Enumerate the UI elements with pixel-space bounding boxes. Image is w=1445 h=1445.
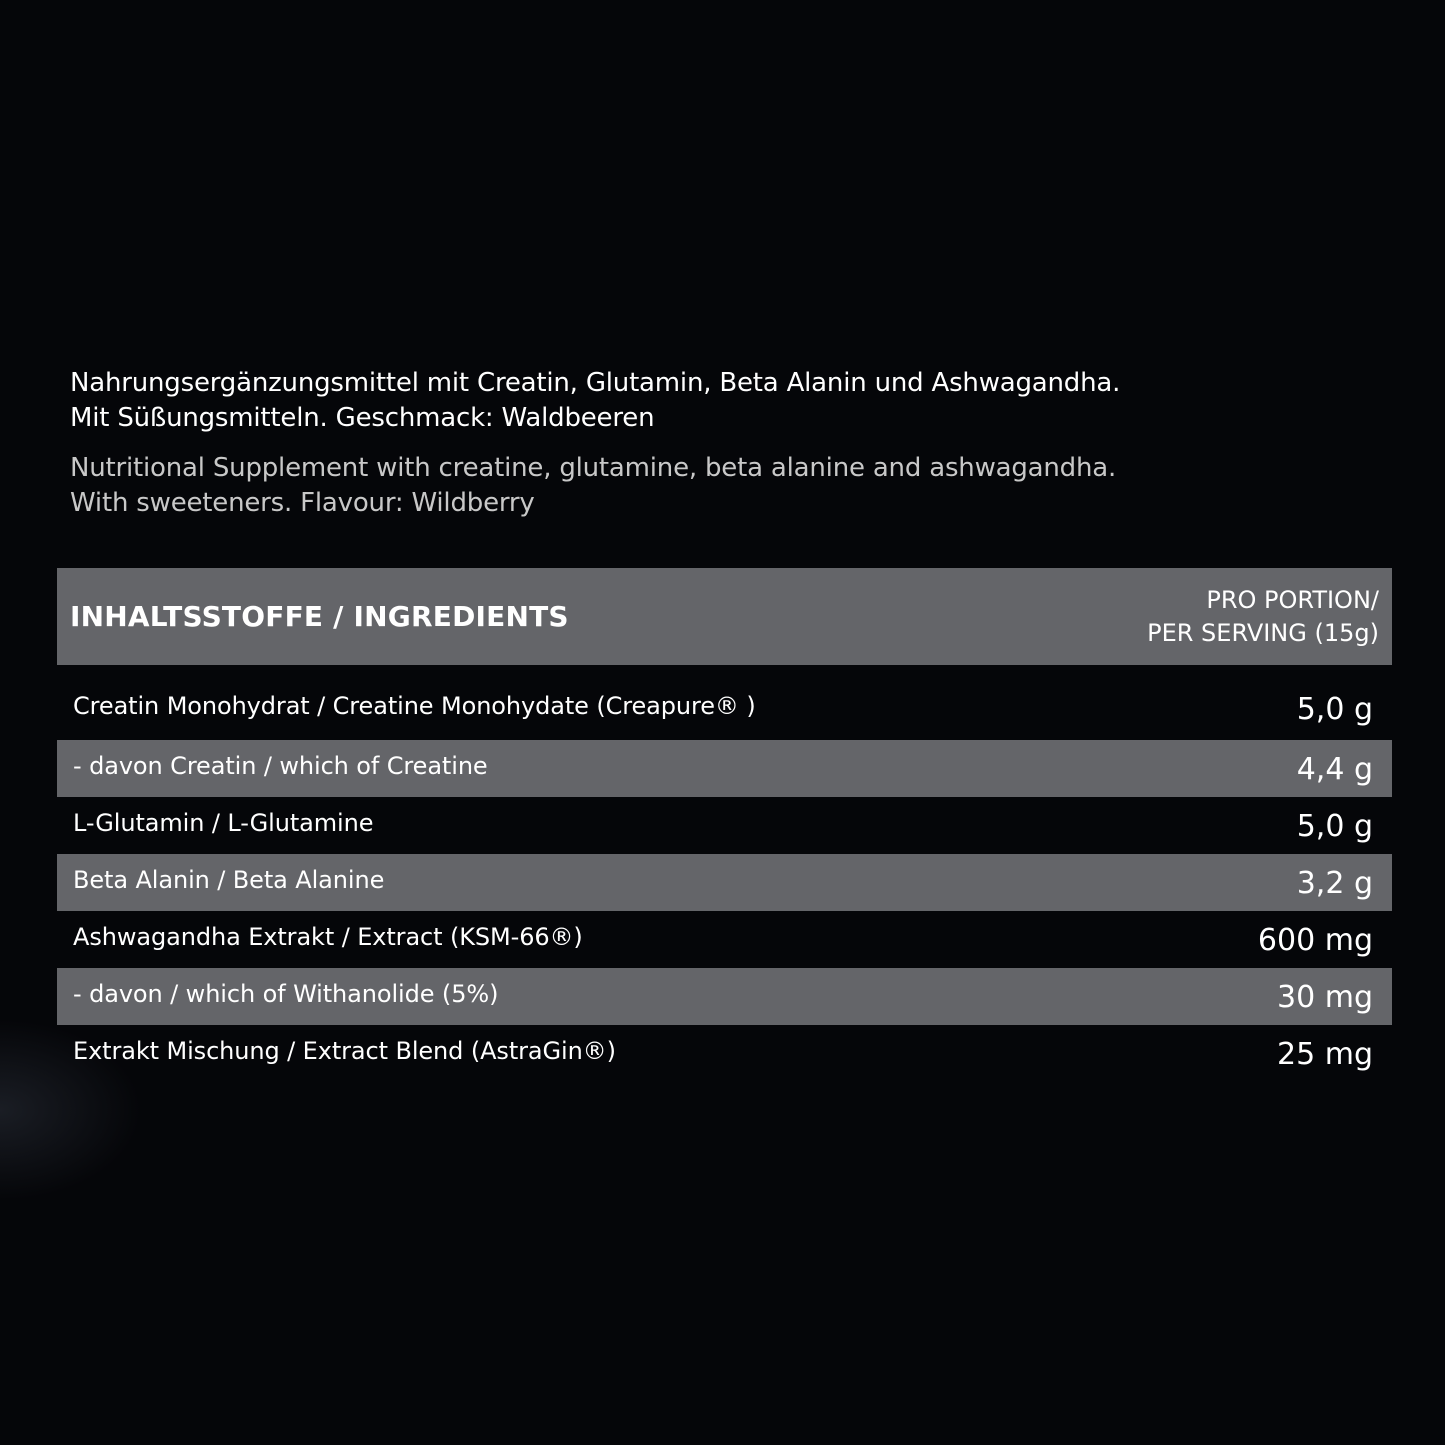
ingredient-value: 5,0 g	[1296, 692, 1373, 727]
header-spacer	[57, 665, 1392, 680]
ingredient-value: 3,2 g	[1296, 866, 1373, 901]
description-english-line-2: With sweeteners. Flavour: Wildberry	[70, 488, 535, 518]
ingredient-name: - davon / which of Withanolide (5%)	[73, 980, 499, 1008]
description-german-line-2: Mit Süßungsmitteln. Geschmack: Waldbeeren	[70, 403, 655, 433]
table-header	[57, 568, 1392, 665]
ingredients-table	[57, 568, 1392, 1082]
ingredient-name: Ashwagandha Extrakt / Extract (KSM-66®)	[73, 923, 583, 951]
ingredient-name: Creatin Monohydrat / Creatine Monohydate (Creapure® )	[73, 692, 756, 720]
ingredient-value: 25 mg	[1277, 1037, 1373, 1072]
ingredient-value: 4,4 g	[1296, 752, 1373, 787]
table-row	[57, 854, 1392, 911]
ingredient-value: 600 mg	[1257, 923, 1373, 958]
ingredient-name: Extrakt Mischung / Extract Blend (AstraGin®)	[73, 1037, 616, 1065]
ingredient-name: L-Glutamin / L-Glutamine	[73, 809, 374, 837]
ingredient-value: 30 mg	[1277, 980, 1373, 1015]
header-per-serving	[1147, 584, 1379, 650]
table-row	[57, 740, 1392, 797]
description-german-line-1: Nahrungsergänzungsmittel mit Creatin, Glutamin, Beta Alanin und Ashwagandha.	[70, 368, 1121, 398]
header-per-serving-line-1: PRO PORTION/	[1206, 586, 1379, 614]
table-row	[57, 680, 1392, 740]
header-per-serving-line-2: PER SERVING (15g)	[1147, 619, 1379, 647]
table-row	[57, 911, 1392, 968]
header-ingredients: INHALTSSTOFFE / INGREDIENTS	[70, 600, 569, 633]
ingredient-name: - davon Creatin / which of Creatine	[73, 752, 488, 780]
table-row	[57, 797, 1392, 854]
ingredient-name: Beta Alanin / Beta Alanine	[73, 866, 385, 894]
description-german	[70, 366, 1390, 436]
description-english	[70, 451, 1390, 521]
table-row	[57, 1025, 1392, 1082]
table-row	[57, 968, 1392, 1025]
description-english-line-1: Nutritional Supplement with creatine, glutamine, beta alanine and ashwagandha.	[70, 453, 1117, 483]
ingredient-value: 5,0 g	[1296, 809, 1373, 844]
